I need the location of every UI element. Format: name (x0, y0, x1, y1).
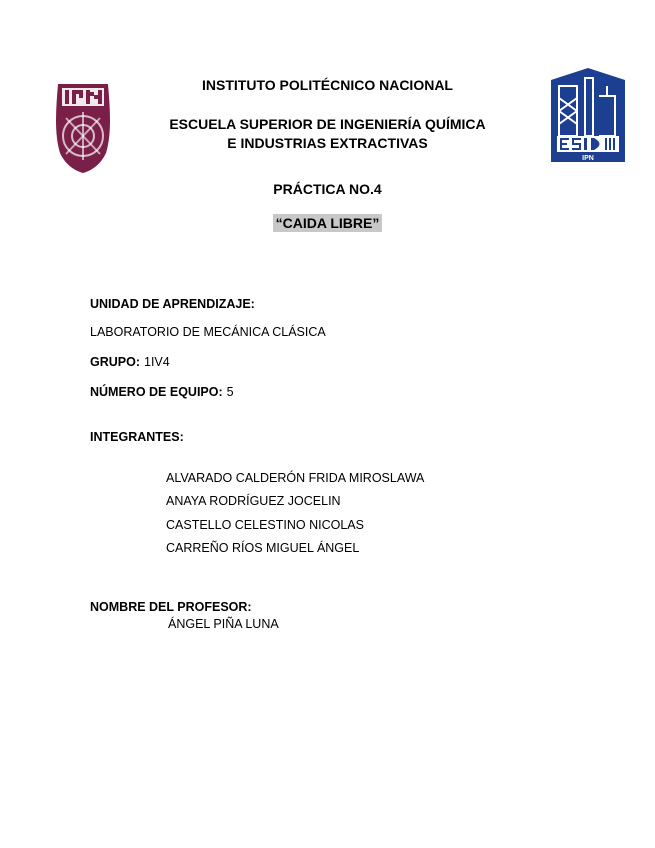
professor-name: ÁNGEL PIÑA LUNA (168, 617, 279, 631)
practice-title: “CAIDA LIBRE” (273, 214, 383, 232)
school-line-2: E INDUSTRIAS EXTRACTIVAS (227, 135, 428, 151)
institute-title: INSTITUTO POLITÉCNICO NACIONAL (202, 77, 453, 93)
school-title (0, 115, 655, 153)
group-row (90, 355, 170, 369)
professor-label: NOMBRE DEL PROFESOR: (90, 600, 252, 614)
group-label: GRUPO: (90, 355, 140, 369)
svg-text:IPN: IPN (582, 155, 594, 162)
member-name: ALVARADO CALDERÓN FRIDA MIROSLAWA (166, 471, 425, 485)
practice-number: PRÁCTICA NO.4 (273, 181, 382, 197)
team-row (90, 385, 234, 399)
unit-label: UNIDAD DE APRENDIZAJE: (90, 297, 255, 311)
team-label: NÚMERO DE EQUIPO: (90, 385, 223, 399)
group-value: 1IV4 (144, 355, 170, 369)
member-name: ANAYA RODRÍGUEZ JOCELIN (166, 494, 341, 508)
member-name: CARREÑO RÍOS MIGUEL ÁNGEL (166, 541, 360, 555)
member-name: CASTELLO CELESTINO NICOLAS (166, 518, 364, 532)
school-line-1: ESCUELA SUPERIOR DE INGENIERÍA QUÍMICA (169, 116, 486, 132)
team-value: 5 (226, 385, 234, 399)
members-label: INTEGRANTES: (90, 430, 184, 444)
practice-title-wrapper (0, 215, 655, 231)
unit-value: LABORATORIO DE MECÁNICA CLÁSICA (90, 325, 326, 339)
